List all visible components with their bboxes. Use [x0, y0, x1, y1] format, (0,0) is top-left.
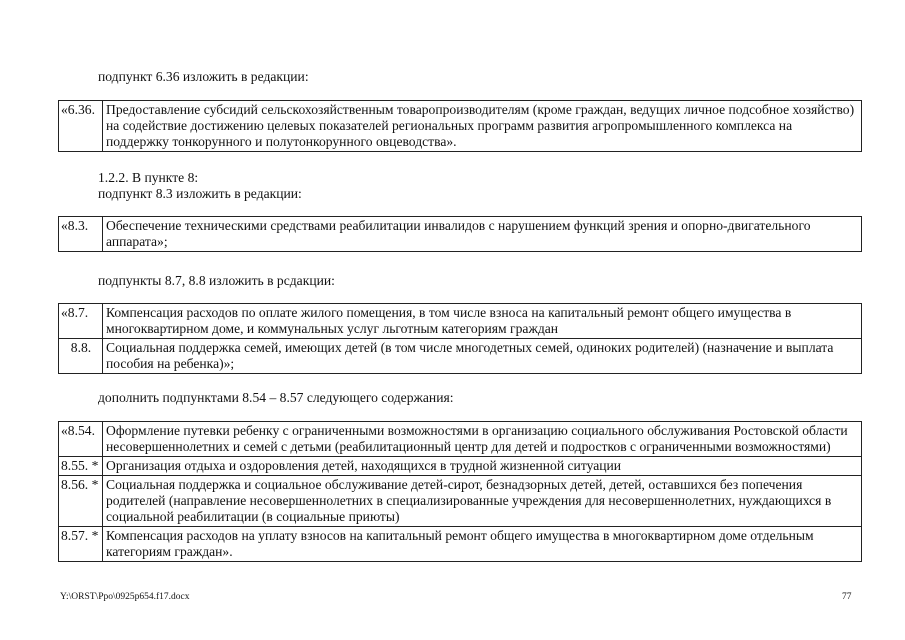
- item-number: «8.3.: [59, 217, 103, 252]
- item-number: 8.55. *: [59, 457, 103, 476]
- table-row: [59, 304, 862, 339]
- item-number: «8.7.: [59, 304, 103, 339]
- item-number: 8.8.: [59, 339, 103, 374]
- table-row: [59, 217, 862, 252]
- item-number: 8.57. *: [59, 527, 103, 562]
- item-text: Компенсация расходов на уплату взносов на капитальный ремонт общего имущества в многоквартирном доме отдельным категориям граждан».: [103, 527, 862, 562]
- instruction-add-8-54-8-57: дополнить подпунктами 8.54 – 8.57 следующего содержания:: [98, 390, 454, 405]
- table-row: [59, 457, 862, 476]
- item-text: Обеспечение техническими средствами реабилитации инвалидов с нарушением функций зрения и опорно-двигательного аппарата»;: [103, 217, 862, 252]
- instruction-8-3: подпункт 8.3 изложить в редакции:: [98, 186, 302, 201]
- item-number: «6.36.: [59, 101, 103, 152]
- clause-heading-1-2-2: 1.2.2. В пункте 8:: [98, 170, 199, 185]
- table-item-6-36: [58, 100, 862, 152]
- table-row: [59, 101, 862, 152]
- item-text: Социальная поддержка и социальное обслуживание детей-сирот, безнадзорных детей, детей, оставшихся без попечения родителей (направление несовершеннолетних в специализированные учреждения для несовершеннолетних, нуждающихся в социальной реабилитации (в социальные приюты): [103, 476, 862, 527]
- instruction-8-7-8-8: подпункты 8.7, 8.8 изложить в рсдакции:: [98, 273, 335, 288]
- table-row: [59, 422, 862, 457]
- item-text: Компенсация расходов по оплате жилого помещения, в том числе взноса на капитальный ремонт общего имущества в многоквартирном доме, и коммунальных услуг льготным категориям граждан: [103, 304, 862, 339]
- item-text: Предоставление субсидий сельскохозяйственным товаропроизводителям (кроме граждан, ведущих личное подсобное хозяйство) на содействие достижению целевых показателей региональных программ развития агропромышленного комплекса на поддержку тонкорунного и полутонкорунного овцеводства».: [103, 101, 862, 152]
- item-text: Социальная поддержка семей, имеющих детей (в том числе многодетных семей, одиноких родителей) (назначение и выплата пособия на ребенка)»;: [103, 339, 862, 374]
- table-items-8-7-8-8: [58, 303, 862, 374]
- item-text: Оформление путевки ребенку с ограниченными возможностями в организацию социального обслуживания Ростовской области несовершеннолетних и семей с детьми (реабилитационный центр для детей и подростков с ограниченными возможностями): [103, 422, 862, 457]
- instruction-6-36: подпункт 6.36 изложить в редакции:: [98, 69, 309, 84]
- table-row: [59, 339, 862, 374]
- table-item-8-3: [58, 216, 862, 252]
- table-items-8-54-8-57: [58, 421, 862, 562]
- footer-page-number: 77: [842, 592, 852, 602]
- item-number: «8.54.: [59, 422, 103, 457]
- table-row: [59, 527, 862, 562]
- item-number: 8.56. *: [59, 476, 103, 527]
- item-text: Организация отдыха и оздоровления детей, находящихся в трудной жизненной ситуации: [103, 457, 862, 476]
- footer-file-path: Y:\ORST\Ppo\0925p654.f17.docx: [60, 592, 190, 602]
- table-row: [59, 476, 862, 527]
